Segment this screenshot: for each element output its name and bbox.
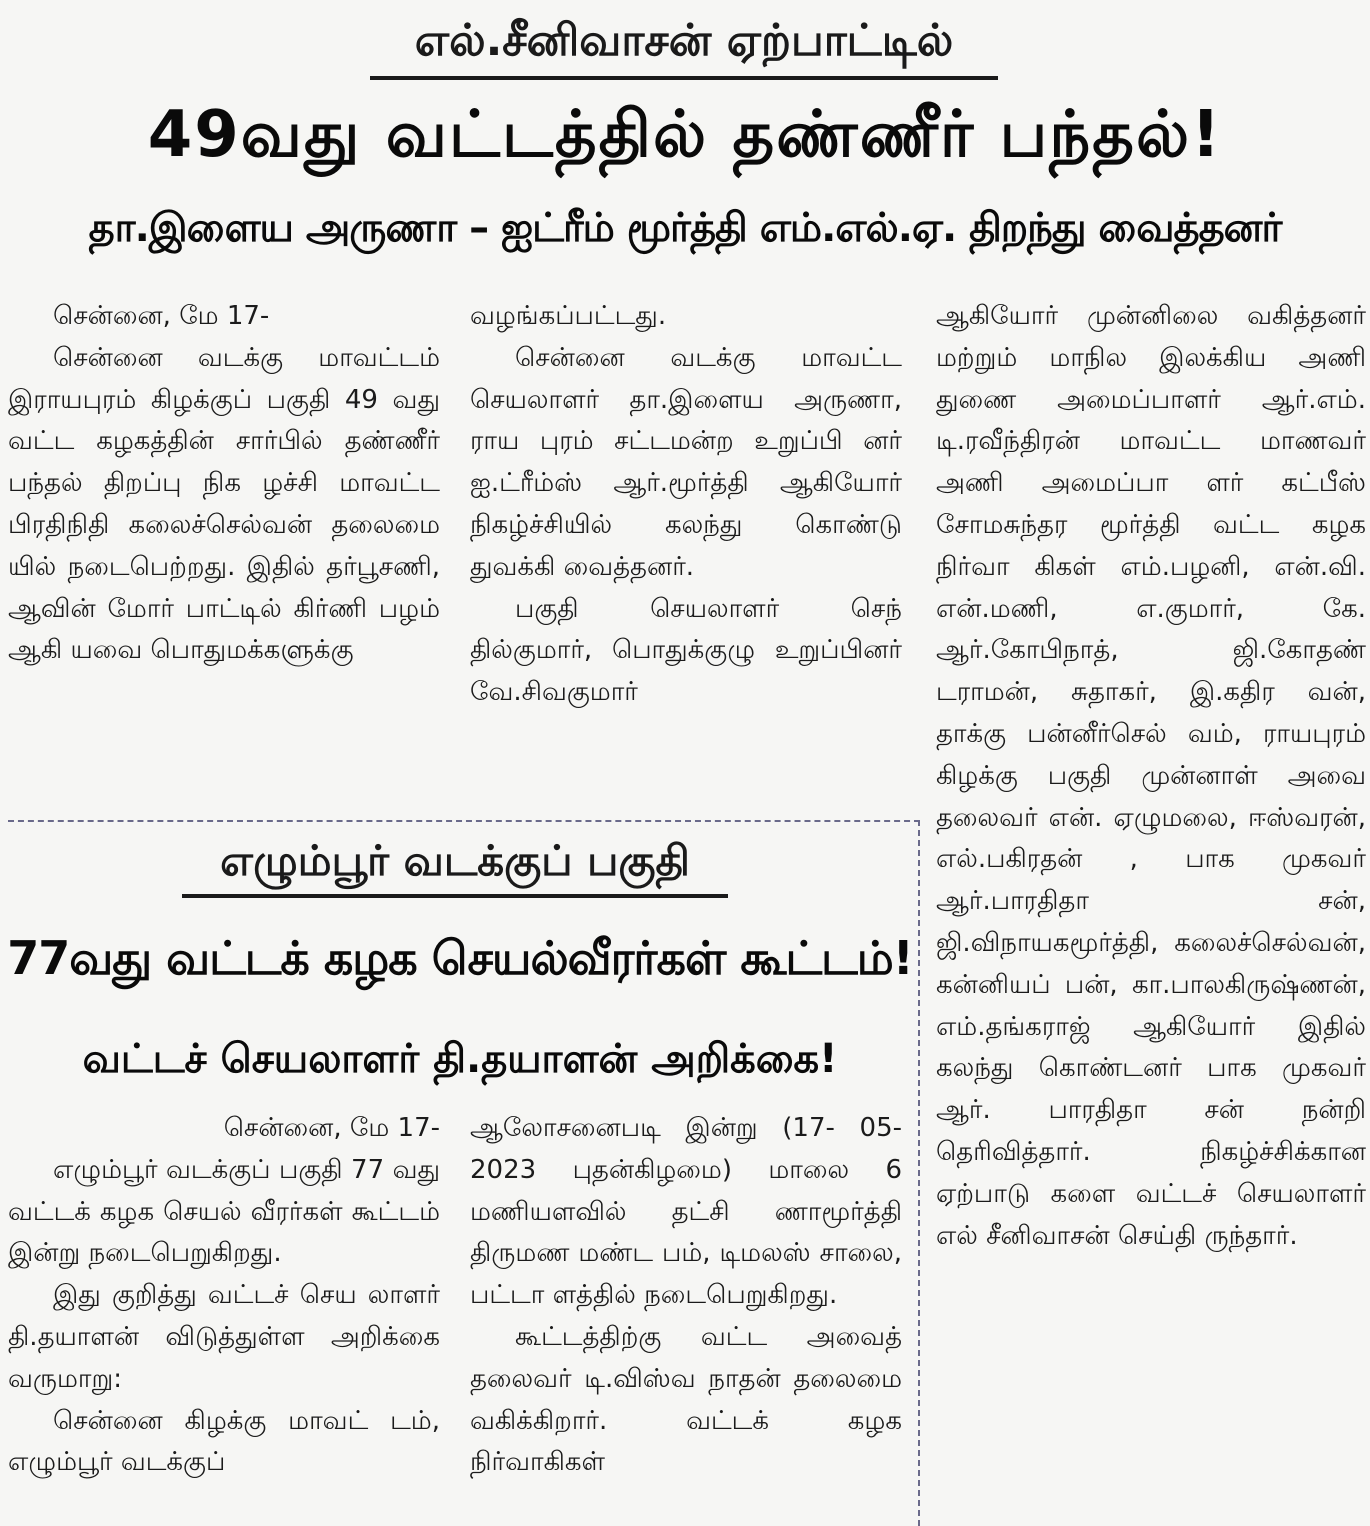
paragraph: ஆகியோர் முன்னிலை வகித்தனர் மற்றும் மாநில இலக்கிய அணி துணை அமைப்பாளர் ஆர்.எம். டி.ரவீந்திரன் மாவட்ட மாணவர் அணி அமைப்பா ளர் கட்பீஸ் சோமசுந்தர மூர்த்தி வட்ட கழக நிர்வா கிகள் எம்.பழனி, என்.வி. என்.மணி, எ.குமார், கே. ஆர்.கோபிநாத், ஜி.கோதண் டராமன், சுதாகர், இ.கதிர வன், தாக்கு பன்னீர்செல் வம், ராயபுரம் கிழக்கு பகுதி முன்னாள் அவை தலைவர் என். ஏழுமலை, ஈஸ்வரன், எல்.பகிரதன் , பாக முகவர் ஆர்.பாரதிதா சன், ஜி.விநாயகமூர்த்தி, கலைச்செல்வன், கன்னியப் பன், கா.பாலகிருஷ்ணன், எம்.தங்கராஜ் ஆகியோர் இதில் கலந்து கொண்டனர் பாக முகவர் ஆர். பாரதிதா சன் நன்றி தெரிவித்தார். நிகழ்ச்சிக்கான ஏற்பாடு களை வட்டச் செயலாளர் எல் சீனிவாசன் செய்தி ருந்தார். <box>936 301 1366 1251</box>
paragraph: சென்னை வடக்கு மாவட்ட செயலாளர் தா.இளைய அருணா, ராய புரம் சட்டமன்ற உறுப்பி னர் ஐ.ட்ரீம்ஸ் ஆர்.மூர்த்தி ஆகியோர் நிகழ்ச்சியில் கலந்து கொண்டு துவக்கி வைத்தனர். <box>470 342 902 582</box>
story1-headline: 49வது வட்டத்தில் தண்ணீர் பந்தல்! <box>147 98 1223 172</box>
dateline: சென்னை, மே 17- <box>223 1113 440 1143</box>
story2-kicker: எழும்பூர் வடக்குப் பகுதி <box>182 832 728 898</box>
paragraph: எழும்பூர் வடக்குப் பகுதி 77 வது வட்டக் கழக செயல் வீரர்கள் கூட்டம் இன்று நடைபெறுகிறது. <box>8 1154 440 1269</box>
paragraph: இது குறித்து வட்டச் செய லாளர் தி.தயாளன் விடுத்துள்ள அறிக்கை வருமாறு: <box>8 1280 440 1394</box>
story2-headline: 77வது வட்டக் கழக செயல்வீரர்கள் கூட்டம்! <box>7 931 913 985</box>
paragraph: கூட்டத்திற்கு வட்ட அவைத் தலைவர் டி.விஸ்வ நாதன் தலைமை வகிக்கிறார். வட்டக் கழக நிர்வாகிகள் <box>470 1321 902 1478</box>
story2-column-1 <box>8 1108 440 1526</box>
story2-subhead: வட்டச் செயலாளர் தி.தயாளன் அறிக்கை! <box>82 1036 838 1082</box>
paragraph: பகுதி செயலாளர் செந் தில்குமார், பொதுக்குழு உறுப்பினர் வே.சிவகுமார் <box>470 593 902 708</box>
story1-column-1 <box>8 296 440 808</box>
paragraph: சென்னை வடக்கு மாவட்டம் இராயபுரம் கிழக்குப் பகுதி 49 வது வட்ட கழகத்தின் சார்பில் தண்ணீர் பந்தல் திறப்பு நிக ழச்சி மாவட்ட பிரதிநிதி கலைச்செல்வன் தலைமை யில் நடைபெற்றது. இதில் தர்பூசணி, ஆவின் மோர் பாட்டில் கிர்ணி பழம் ஆகி யவை பொதுமக்களுக்கு <box>8 342 440 666</box>
story1-kicker: எல்.சீனிவாசன் ஏற்பாட்டில் <box>370 10 998 80</box>
story-divider <box>8 820 920 822</box>
story1-column-3 <box>936 296 1366 1526</box>
paragraph: சென்னை கிழக்கு மாவட் டம், எழும்பூர் வடக்குப் <box>8 1405 440 1478</box>
paragraph: ஆலோசனைபடி இன்று (17- 05-2023 புதன்கிழமை) மாலை 6 மணியளவில் தட்சி ணாமூர்த்தி திருமண மண்ட பம், டிமலஸ் சாலை, பட்டா ளத்தில் நடைபெறுகிறது. <box>470 1113 902 1311</box>
story1-column-2 <box>470 296 902 808</box>
dateline: சென்னை, மே 17- <box>53 301 270 331</box>
story1-subhead: தா.இளைய அருணா – ஐட்ரீம் மூர்த்தி எம்.எல்.ஏ. திறந்து வைத்தனர் <box>88 205 1282 251</box>
story2-column-2 <box>470 1108 902 1526</box>
paragraph: வழங்கப்பட்டது. <box>470 301 667 331</box>
